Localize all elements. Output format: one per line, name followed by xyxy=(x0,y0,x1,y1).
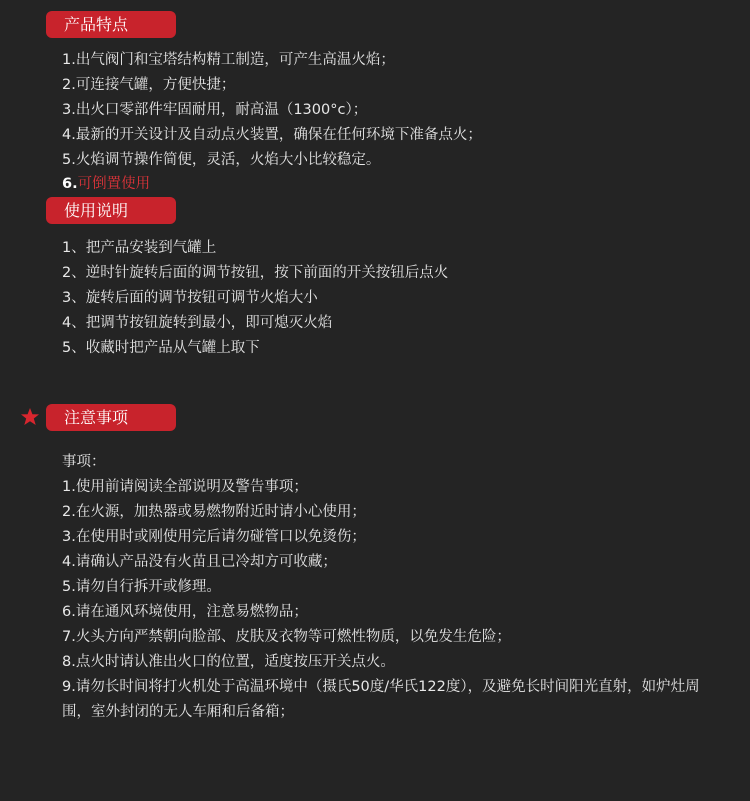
list-item: 3.出火口零部件牢固耐用，耐高温（1300°c）； xyxy=(62,102,368,118)
notes-list xyxy=(62,450,727,725)
features-list xyxy=(62,48,482,195)
list-item: 2.在火源，加热器或易燃物附近时请小心使用； xyxy=(62,504,366,520)
list-item: 5、收藏时把产品从气罐上取下 xyxy=(62,340,260,356)
instructions-list xyxy=(62,236,448,361)
list-item: 4.请确认产品没有火苗且已冷却方可收藏； xyxy=(62,554,337,570)
list-item: 7.火头方向严禁朝向脸部、皮肤及衣物等可燃性物质，以免发生危险； xyxy=(62,629,511,645)
list-item: 6.请在通风环境使用，注意易燃物品； xyxy=(62,604,308,620)
notes-intro: 事项： xyxy=(62,454,106,470)
list-item: 9.请勿长时间将打火机处于高温环境中（摄氏50度/华氏122度），及避免长时间阳光直射，如炉灶周围，室外封闭的无人车厢和后备箱； xyxy=(62,679,700,720)
star-icon xyxy=(20,407,40,427)
section-title-instructions: 使用说明 xyxy=(46,197,176,224)
highlight-text: 可倒置使用 xyxy=(77,176,151,192)
list-item: 8.点火时请认准出火口的位置，适度按压开关点火。 xyxy=(62,654,395,670)
list-item-highlight xyxy=(62,173,482,195)
list-item: 5.火焰调节操作简便，灵活，火焰大小比较稳定。 xyxy=(62,152,381,168)
list-item: 1.使用前请阅读全部说明及警告事项； xyxy=(62,479,308,495)
list-item: 4、把调节按钮旋转到最小，即可熄灭火焰 xyxy=(62,315,333,331)
section-title-notes: 注意事项 xyxy=(46,404,176,431)
list-item: 2、逆时针旋转后面的调节按钮，按下前面的开关按钮后点火 xyxy=(62,265,449,281)
list-item: 2.可连接气罐，方便快捷； xyxy=(62,77,236,93)
list-item: 1.出气阀门和宝塔结构精工制造，可产生高温火焰； xyxy=(62,52,395,68)
list-item: 5.请勿自行拆开或修理。 xyxy=(62,579,221,595)
list-item: 3、旋转后面的调节按钮可调节火焰大小 xyxy=(62,290,318,306)
section-title-features: 产品特点 xyxy=(46,11,176,38)
list-item: 4.最新的开关设计及自动点火装置，确保在任何环境下准备点火； xyxy=(62,127,482,143)
highlight-number: 6. xyxy=(62,176,78,192)
list-item: 1、把产品安装到气罐上 xyxy=(62,240,217,256)
list-item: 3.在使用时或刚使用完后请勿碰管口以免烫伤； xyxy=(62,529,366,545)
